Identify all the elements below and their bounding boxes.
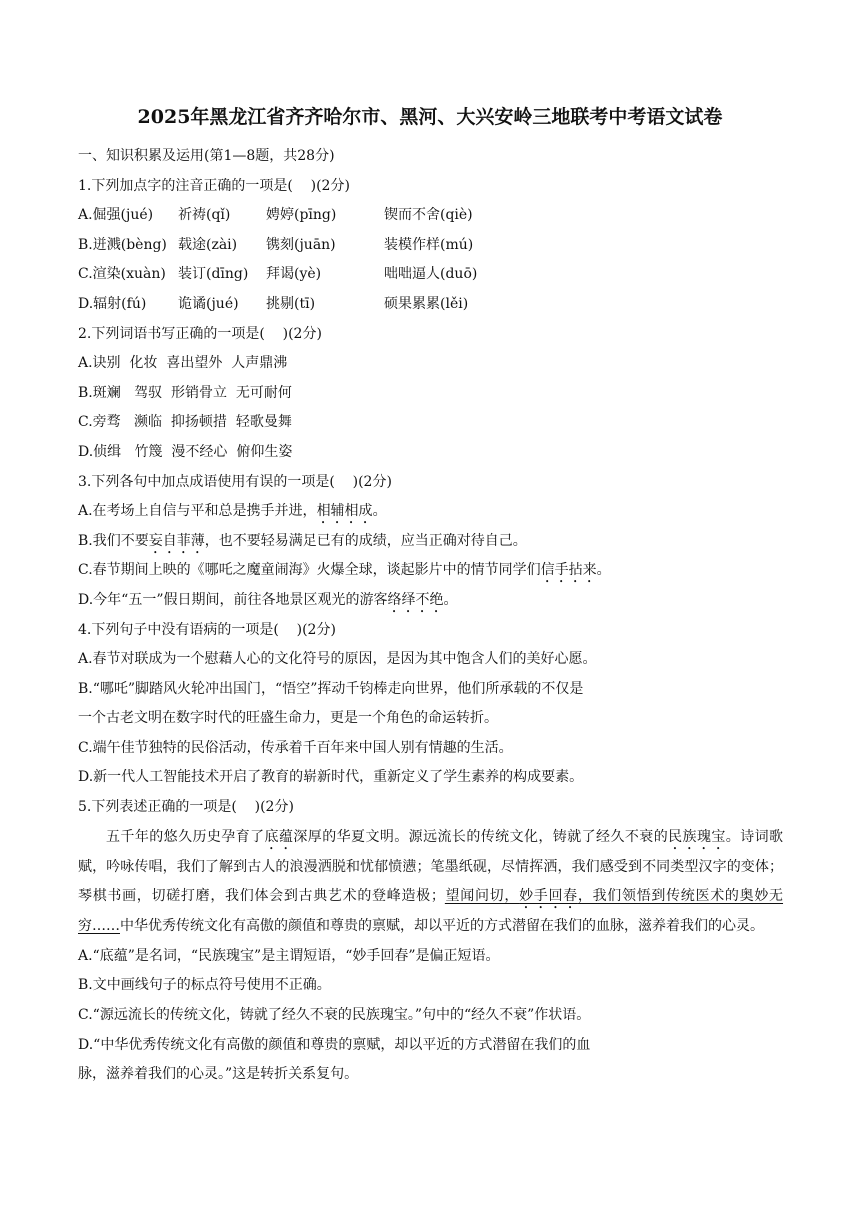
question-2-stem: 2.下列词语书写正确的一项是( )(2分) <box>78 325 322 342</box>
dotted-word: 民族瑰宝 <box>668 828 726 845</box>
dotted-word: 底蕴 <box>264 828 294 845</box>
question-4-option-d: D.新一代人工智能技术开启了教育的崭新时代，重新定义了学生素养的构成要素。 <box>78 769 584 786</box>
dotted-idiom: 相辅相成 <box>316 503 373 520</box>
question-1-stem: 1.下列加点字的注音正确的一项是( )(2分) <box>78 177 350 194</box>
dotted-idiom: 信手拈来 <box>540 562 597 579</box>
question-3-option-a: A.在考场上自信与平和总是携手并进，相辅相成。 <box>78 503 387 520</box>
question-3-option-b: B.我们不要妄自菲薄，也不要轻易满足已有的成绩，应当正确对待自己。 <box>78 532 527 549</box>
question-1-option-a: A.倔强(jué) 祈祷(qǐ) 娉婷(pīng) 锲而不舍(qiè) <box>78 207 473 224</box>
question-1-option-b: B.迸溅(bèng) 载途(zài) 镌刻(juān) 装模作样(mú) <box>78 236 474 253</box>
question-4-option-c: C.端午佳节独特的民俗活动，传承着千百年来中国人别有情趣的生活。 <box>78 739 513 756</box>
question-5-option-d: D.“中华优秀传统文化有高傲的颜值和尊贵的禀赋，却以平近的方式潜留在我们的血 <box>78 1036 591 1053</box>
dotted-idiom: 络绎不绝 <box>387 591 444 608</box>
question-5-option-d-cont: 脉，滋养着我们的心灵。”这是转折关系复句。 <box>78 1066 359 1083</box>
question-5-passage: 五千年的悠久历史孕育了底蕴深厚的华夏文明。源远流长的传统文化，铸就了经久不衰的民族瑰宝。诗词歌赋，吟咏传唱，我们了解到古人的浪漫洒脱和忧郁愤懑；笔墨纸砚，尽情挥洒，我们感受到不同类型汉字的变体；琴棋书画，切磋打磨，我们体会到古典艺术的登峰造极；望闻问切，妙手回春，我们领悟到传统医术的奥妙无穷……中华优秀传统文化有高傲的颜值和尊贵的禀赋，却以平近的方式潜留在我们的血脉，滋养着我们的心灵。 <box>78 828 784 935</box>
question-4-option-b-cont: 一个古老文明在数字时代的旺盛生命力，更是一个角色的命运转折。 <box>78 710 498 727</box>
section-heading: 一、知识积累及运用(第1—8题，共28分) <box>78 148 335 164</box>
question-1-option-c: C.渲染(xuàn) 装订(dīng) 拜谒(yè) 咄咄逼人(duō) <box>78 266 478 283</box>
question-2-option-c: C.旁骛 濒临 抑扬顿措 轻歌曼舞 <box>78 414 292 431</box>
question-4-stem: 4.下列句子中没有语病的一项是( )(2分) <box>78 621 336 638</box>
question-5-option-b: B.文中画线句子的标点符号使用不正确。 <box>78 977 331 994</box>
question-4-option-a: A.春节对联成为一个慰藉人心的文化符号的原因，是因为其中饱含人们的美好心愿。 <box>78 651 597 668</box>
question-3-option-c: C.春节期间上映的《哪吒之魔童闹海》火爆全球，谈起影片中的情节同学们信手拈来。 <box>78 562 611 579</box>
dotted-idiom: 妄自菲薄 <box>148 532 205 549</box>
dotted-word: 妙手回春 <box>519 888 578 905</box>
question-2-option-a: A.诀别 化妆 喜出望外 人声鼎沸 <box>78 355 288 372</box>
question-5-option-a: A.“底蕴”是名词，“民族瑰宝”是主谓短语，“妙手回春”是偏正短语。 <box>78 947 500 964</box>
question-3-stem: 3.下列各句中加点成语使用有误的一项是( )(2分) <box>78 473 392 490</box>
exam-title: 2025年黑龙江省齐齐哈尔市、黑河、大兴安岭三地联考中考语文试卷 <box>137 106 723 128</box>
question-5-stem: 5.下列表述正确的一项是( )(2分) <box>78 799 294 816</box>
exam-content <box>78 142 783 1090</box>
underlined-sentence: 望闻问切，妙手回春，我们领悟到传统医术的奥妙无穷…… <box>78 888 784 935</box>
question-2-option-d: D.侦缉 竹篾 漫不经心 俯仰生姿 <box>78 443 293 460</box>
question-3-option-d: D.今年“五一”假日期间，前往各地景区观光的游客络绎不绝。 <box>78 591 458 608</box>
question-4-option-b: B.“哪吒”脚踏风火轮冲出国门，“悟空”挥动千钧棒走向世界，他们所承载的不仅是 <box>78 680 584 697</box>
question-5-option-c: C.“源远流长的传统文化，铸就了经久不衰的民族瑰宝。”句中的“经久不衰”作状语。 <box>78 1007 591 1024</box>
question-2-option-b: B.斑斓 驾驭 形销骨立 无可耐何 <box>78 384 292 401</box>
question-1-option-d: D.辐射(fú) 诡谲(jué) 挑剔(tī) 硕果累累(lěi) <box>78 295 469 312</box>
